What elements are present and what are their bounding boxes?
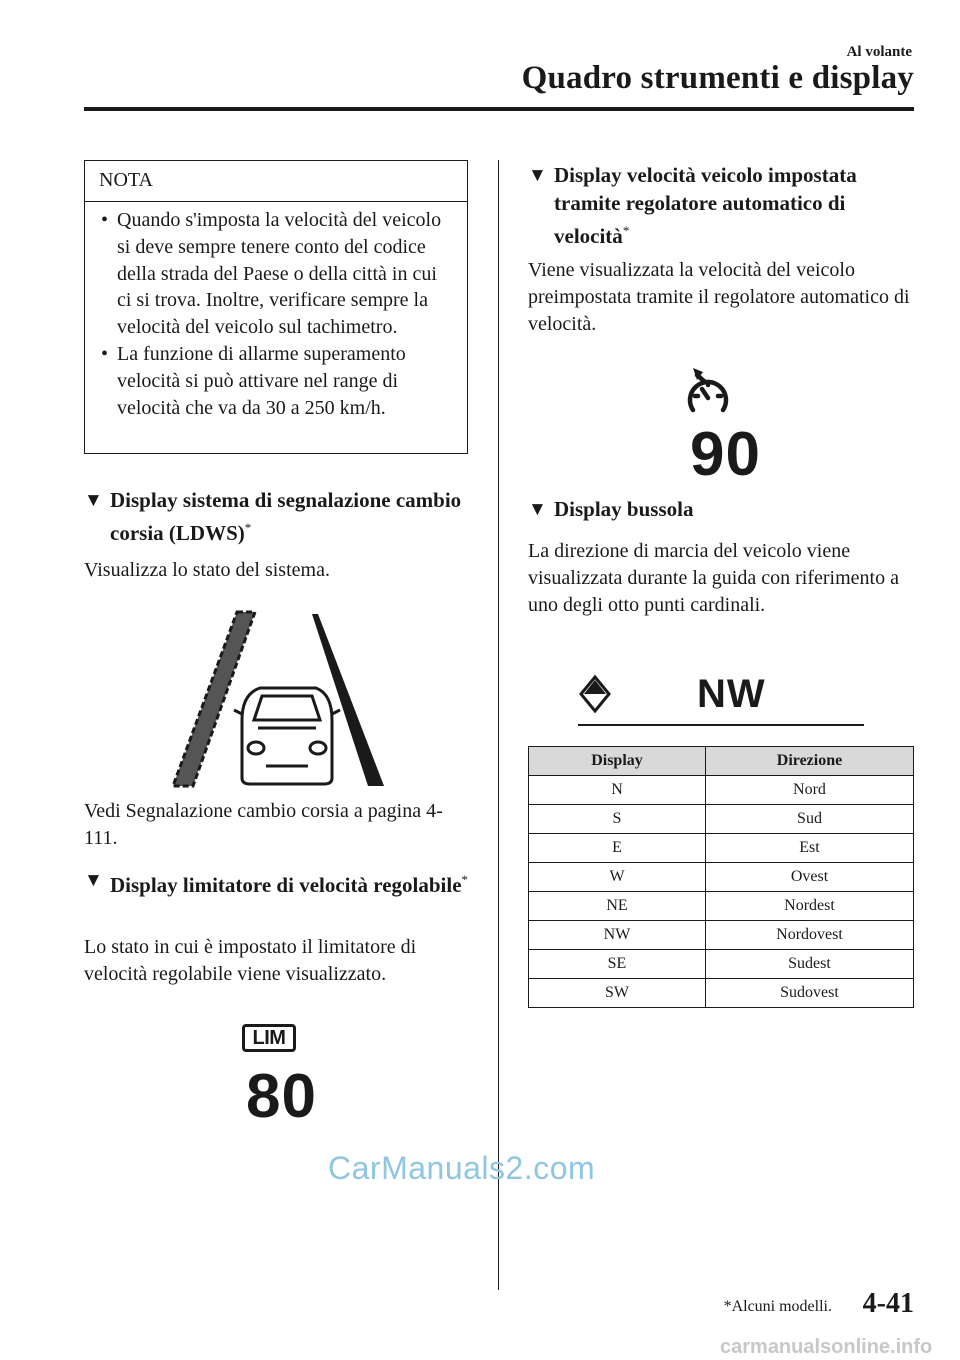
limiter-body: Lo stato in cui è impostato il limitatore di velocità regolabile viene visualizzato. (84, 936, 417, 985)
bullet-icon: • (101, 209, 109, 231)
compass-direction: NW (697, 672, 766, 716)
ldws-body: Visualizza lo stato del sistema. (84, 559, 330, 581)
table-row (529, 892, 914, 921)
table-row (529, 834, 914, 863)
note-box (84, 160, 468, 454)
triangle-icon: ▼ (528, 499, 547, 520)
table-row (529, 921, 914, 950)
header-rule (84, 107, 914, 111)
section-label: Al volante (846, 44, 912, 60)
column-divider (498, 160, 499, 1290)
note-rule (85, 201, 467, 202)
table-cell: N (529, 776, 706, 805)
bottom-watermark-link[interactable]: carmanualsonline.info (720, 1336, 933, 1358)
triangle-icon: ▼ (84, 490, 103, 511)
note-item-text: Quando s'imposta la velocità del veicolo si deve sempre tenere conto del codice della strada del Paese o della città in cui ci si trova. Inoltre, verificare sempre la velocità del veicolo sul tachimetro. (117, 209, 442, 339)
limiter-heading (84, 866, 474, 899)
table-cell: Ovest (706, 863, 914, 892)
triangle-icon: ▼ (528, 165, 547, 186)
note-item-text: La funzione di allarme superamento velocità si può attivare nel range di velocità che va da 30 a 250 km/h. (117, 342, 406, 419)
ldws-reference: Vedi Segnalazione cambio corsia a pagina 4-111. (84, 800, 443, 849)
table-header: Display (529, 747, 706, 776)
table-row (529, 863, 914, 892)
limiter-speed: 80 (246, 1062, 317, 1131)
compass-heading-text: Display bussola (554, 497, 694, 521)
asterisk-mark: * (461, 872, 469, 887)
cruise-body: Viene visualizzata la velocità del veicolo preimpostata tramite il regolatore automatico di velocità. (528, 259, 910, 335)
table-cell: SW (529, 979, 706, 1008)
table-cell: Sudovest (706, 979, 914, 1008)
table-cell: Sudest (706, 950, 914, 979)
table-header-row (529, 747, 914, 776)
cruise-control-icon (683, 366, 733, 418)
ldws-heading (84, 486, 474, 547)
table-cell: Nordovest (706, 921, 914, 950)
table-cell: NE (529, 892, 706, 921)
triangle-icon: ▼ (84, 870, 103, 891)
cruise-heading (528, 161, 914, 250)
page-title: Quadro strumenti e display (521, 60, 914, 96)
cruise-speed: 90 (690, 420, 761, 489)
footnote: *Alcuni modelli. (723, 1298, 832, 1315)
table-header: Direzione (706, 747, 914, 776)
asterisk-mark: * (244, 520, 252, 535)
direction-table (528, 746, 914, 1008)
table-cell: Nordest (706, 892, 914, 921)
note-item (99, 341, 453, 421)
note-title: NOTA (99, 169, 153, 191)
compass-body: La direzione di marcia del veicolo viene visualizzata durante la guida con riferimento a uno degli otto punti cardinali. (528, 540, 899, 616)
ldws-lane-icon (166, 608, 386, 790)
table-cell: NW (529, 921, 706, 950)
note-item (99, 207, 453, 341)
table-cell: E (529, 834, 706, 863)
table-cell: S (529, 805, 706, 834)
lim-badge: LIM (242, 1024, 296, 1052)
table-cell: Est (706, 834, 914, 863)
compass-heading (528, 495, 914, 523)
watermark-link[interactable]: CarManuals2.com (328, 1150, 596, 1186)
table-row (529, 776, 914, 805)
limiter-heading-text: Display limitatore di velocità regolabile (110, 873, 462, 897)
table-cell: Nord (706, 776, 914, 805)
compass-rule (578, 724, 864, 726)
table-row (529, 805, 914, 834)
bullet-icon: • (101, 342, 109, 365)
note-list (99, 207, 453, 421)
table-row (529, 950, 914, 979)
table-cell: SE (529, 950, 706, 979)
compass-icon (578, 674, 612, 714)
page-number: 4-41 (862, 1288, 914, 1319)
ldws-heading-text: Display sistema di segnalazione cambio corsia (LDWS) (110, 488, 462, 545)
table-cell: Sud (706, 805, 914, 834)
cruise-heading-text: Display velocità veicolo impostata tramite regolatore automatico di velocità (554, 163, 857, 248)
asterisk-mark: * (622, 223, 630, 238)
table-cell: W (529, 863, 706, 892)
table-row (529, 979, 914, 1008)
